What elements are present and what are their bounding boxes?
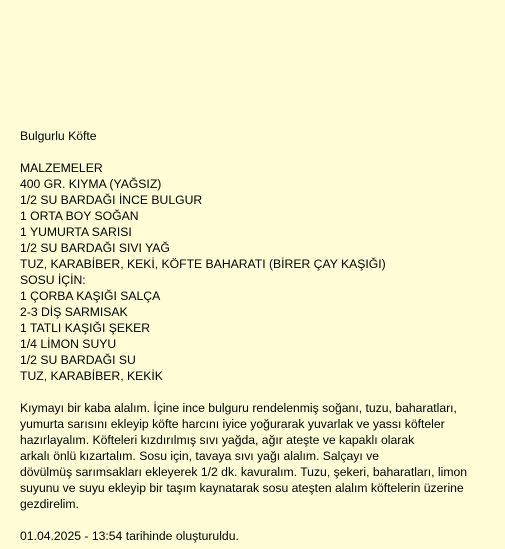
instructions-line: arkalı önlü kızartalım. Sosu için, tavaya sıvı yağı alalım. Salçayı ve <box>20 449 380 463</box>
sauce-item: 1/2 SU BARDAĞI SU <box>20 353 136 367</box>
instructions-line: yumurta sarısını ekleyip köfte harcını iyice yoğurarak yuvarlak ve yassı köfteler <box>20 417 445 431</box>
instructions-line: gezdirelim. <box>20 497 79 511</box>
ingredient-item: 1/2 SU BARDAĞI İNCE BULGUR <box>20 193 203 207</box>
sauce-item: 2-3 DİŞ SARMISAK <box>20 305 128 319</box>
sauce-item: 1 ÇORBA KAŞIĞI SALÇA <box>20 289 161 303</box>
ingredient-item: 1 YUMURTA SARISI <box>20 225 132 239</box>
recipe-document <box>20 128 500 544</box>
recipe-title: Bulgurlu Köfte <box>20 129 97 143</box>
spacer <box>20 512 500 528</box>
instructions-line: hazırlayalım. Köfteleri kızdırılmış sıvı yağda, ağır ateşte ve kapaklı olarak <box>20 433 415 447</box>
spacer <box>20 144 500 160</box>
instructions-line: suyunu ve suyu ekleyip bir taşım kaynatarak sosu ateşten alalım köftelerin üzerine <box>20 481 464 495</box>
sauce-item: 1 TATLI KAŞIĞI ŞEKER <box>20 321 151 335</box>
instructions-paragraph <box>20 400 500 512</box>
ingredients-heading: MALZEMELER <box>20 161 103 175</box>
created-timestamp: 01.04.2025 - 13:54 tarihinde oluşturuldu. <box>20 529 239 543</box>
ingredient-item: 1 ORTA BOY SOĞAN <box>20 209 139 223</box>
ingredient-item: TUZ, KARABİBER, KEKİ, KÖFTE BAHARATI (BİRER ÇAY KAŞIĞI) <box>20 257 386 271</box>
sauce-heading: SOSU İÇİN: <box>20 273 86 287</box>
sauce-item: 1/4 LİMON SUYU <box>20 337 117 351</box>
instructions-line: dövülmüş sarımsakları ekleyerek 1/2 dk. kavuralım. Tuzu, şekeri, baharatları, limon <box>20 465 468 479</box>
spacer <box>20 384 500 400</box>
sauce-item: TUZ, KARABİBER, KEKİK <box>20 369 163 383</box>
ingredient-item: 400 GR. KIYMA (YAĞSIZ) <box>20 177 162 191</box>
instructions-line: Kıymayı bir kaba alalım. İçine ince bulguru rendelenmiş soğanı, tuzu, baharatları, <box>20 401 457 415</box>
ingredient-item: 1/2 SU BARDAĞI SIVI YAĞ <box>20 241 170 255</box>
